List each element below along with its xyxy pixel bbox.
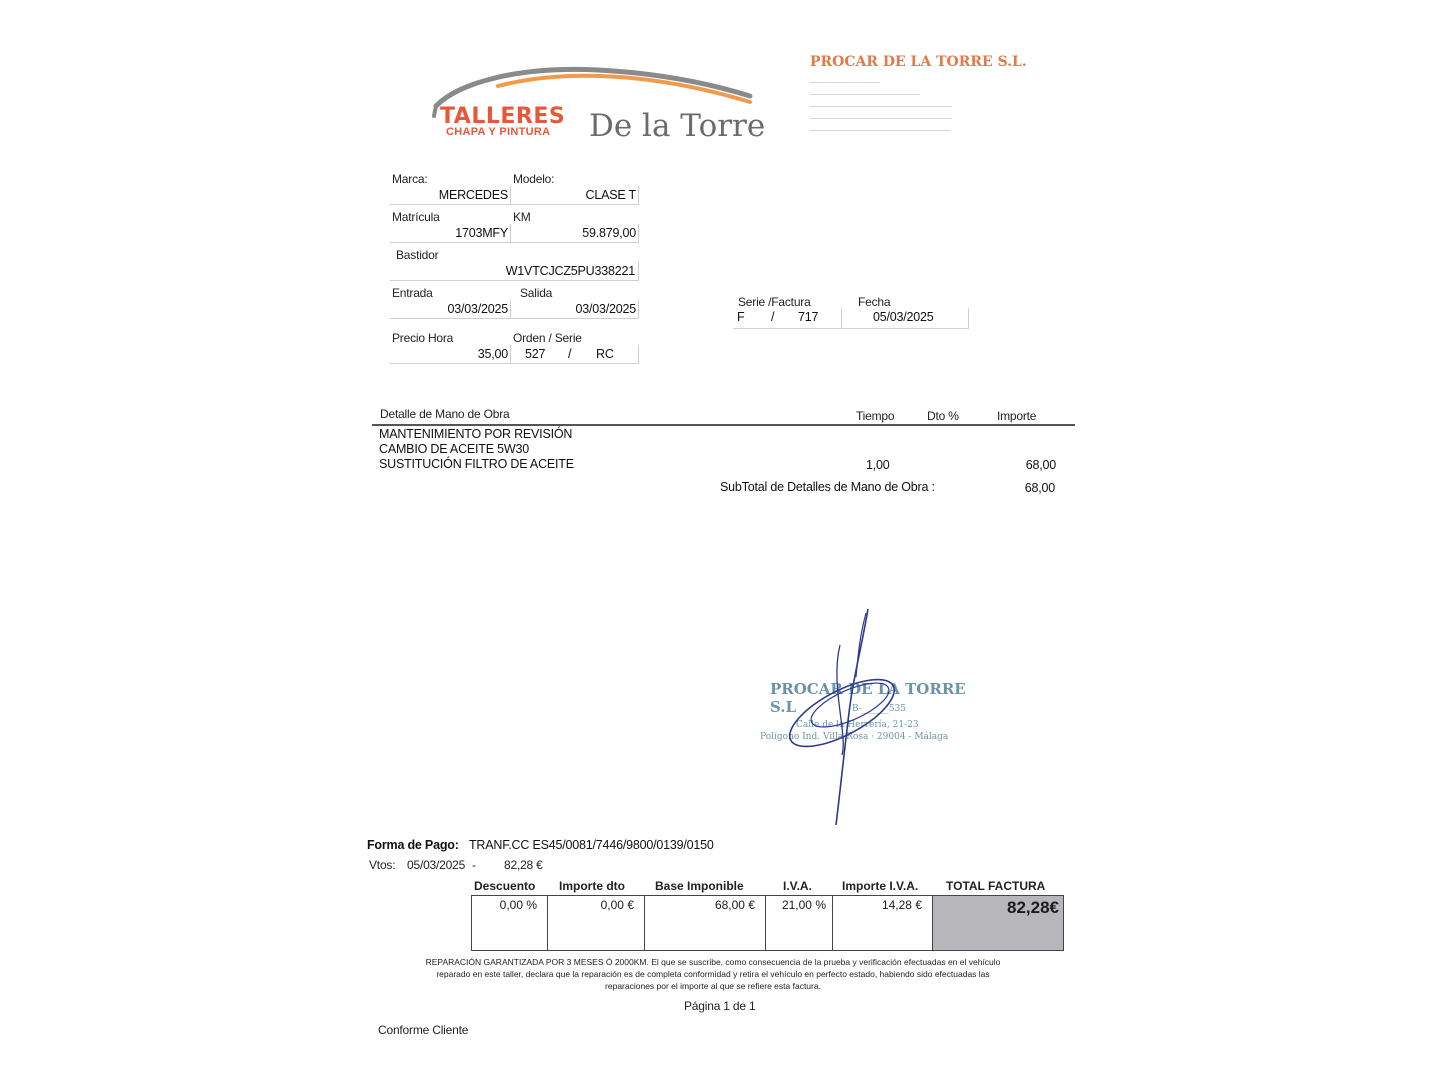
legal-line: reparado en este taller, declara que la reparación es de completa conformidad y retira el vehículo en perfecto estado, habiendo sido efectuadas las (436, 969, 990, 979)
totals-descuento-cell: 0,00 % (471, 895, 548, 951)
customer-conformity-label: Conforme Cliente (378, 1023, 469, 1037)
labor-detail-header: Detalle de Mano de Obra (380, 407, 510, 421)
invoice-separator: / (771, 310, 775, 324)
stamp-name: PROCAR DE LA TORRE S.L (770, 680, 966, 716)
serie-factura-label: Serie /Factura (738, 295, 811, 309)
marca-label: Marca: (392, 172, 428, 186)
labor-time-value: 1,00 (866, 458, 890, 472)
matricula-label: Matrícula (392, 210, 440, 224)
logo-tagline: CHAPA Y PINTURA (446, 126, 551, 138)
due-label: Vtos: (369, 858, 396, 872)
totals-header-iva: I.V.A. (783, 879, 812, 893)
due-amount: 82,28 € (504, 858, 543, 872)
payment-method-value: TRANF.CC ES45/0081/7446/9800/0139/0150 (469, 838, 714, 852)
totals-importe-iva-cell: 14,28 € (832, 895, 933, 951)
entrada-label: Entrada (392, 286, 433, 300)
totals-header-base: Base Imponible (655, 879, 744, 893)
totals-total-cell: 82,28€ (932, 895, 1064, 951)
invoice-serie: F (737, 310, 745, 324)
page-number: Página 1 de 1 (684, 999, 756, 1013)
precio-hora-label: Precio Hora (392, 331, 454, 345)
invoice-date: 05/03/2025 (873, 310, 934, 324)
totals-iva-cell: 21,00 % (765, 895, 833, 951)
labor-line: CAMBIO DE ACEITE 5W30 (379, 442, 530, 456)
labor-subtotal-value: 68,00 (1024, 481, 1055, 495)
legal-line: REPARACIÓN GARANTIZADA POR 3 MESES Ó 2000KM. El que se suscribe, como consecuencia de la prueba y verificación efectuadas en el vehículo (425, 957, 1001, 967)
logo-name: De la Torre (589, 108, 766, 144)
company-address-line (810, 94, 920, 95)
modelo-label: Modelo: (513, 172, 555, 186)
totals-base-cell: 68,00 € (644, 895, 766, 951)
stamp-line: Calle de la Herrería, 21-23 (796, 720, 919, 730)
precio-hora-value: 35,00 (477, 347, 508, 361)
bastidor-value: W1VTCJCZ5PU338221 (505, 264, 635, 278)
totals-importe-dto-cell: 0,00 € (547, 895, 645, 951)
company-address-block (810, 76, 960, 131)
modelo-value: CLASE T (585, 188, 636, 202)
logo-brand: TALLERES (440, 104, 566, 129)
warranty-legal-text (368, 956, 1058, 992)
orden-separator: / (568, 347, 572, 361)
fecha-label: Fecha (858, 295, 891, 309)
orden-value: 527 (525, 347, 546, 361)
company-address-line (810, 106, 952, 107)
company-address-line (810, 118, 952, 119)
totals-header-importe-dto: Importe dto (559, 879, 625, 893)
labor-line: SUSTITUCIÓN FILTRO DE ACEITE (379, 457, 574, 471)
totals-header-importe-iva: Importe I.V.A. (842, 879, 919, 893)
totals-header-descuento: Descuento (474, 879, 536, 893)
matricula-value: 1703MFY (455, 226, 508, 240)
orden-serie-value: RC (596, 347, 614, 361)
salida-label: Salida (520, 286, 553, 300)
labor-time-header: Tiempo (856, 409, 895, 423)
labor-amount-header: Importe (997, 409, 1037, 423)
orden-serie-label: Orden / Serie (513, 331, 582, 345)
salida-value: 03/03/2025 (575, 302, 636, 316)
stamp-line: B-______535 (852, 704, 906, 714)
labor-subtotal-label: SubTotal de Detalles de Mano de Obra : (720, 480, 935, 494)
totals-header-total: TOTAL FACTURA (946, 879, 1046, 893)
signature-icon (770, 605, 930, 830)
invoice-number: 717 (798, 310, 819, 324)
labor-discount-header: Dto % (927, 409, 959, 423)
company-name: PROCAR DE LA TORRE S.L. (810, 54, 1027, 70)
marca-value: MERCEDES (438, 188, 508, 202)
legal-line: reparaciones por el importe al que se refiere esta factura. (605, 981, 821, 991)
entrada-value: 03/03/2025 (447, 302, 508, 316)
labor-amount-value: 68,00 (1025, 458, 1056, 472)
serie-factura-field (733, 308, 842, 329)
due-date: 05/03/2025 (407, 858, 466, 872)
stamp-line: Polígono Ind. Villa Rosa · 29004 - Málaga (760, 732, 949, 742)
company-address-line (810, 130, 950, 131)
km-value: 59.879,00 (582, 226, 636, 240)
labor-line: MANTENIMIENTO POR REVISIÓN (379, 427, 573, 441)
due-separator: - (472, 858, 476, 872)
km-label: KM (513, 210, 531, 224)
bastidor-label: Bastidor (396, 248, 439, 262)
payment-method-label: Forma de Pago: (367, 838, 459, 852)
labor-header-divider (372, 424, 1075, 426)
company-address-line (810, 82, 880, 83)
